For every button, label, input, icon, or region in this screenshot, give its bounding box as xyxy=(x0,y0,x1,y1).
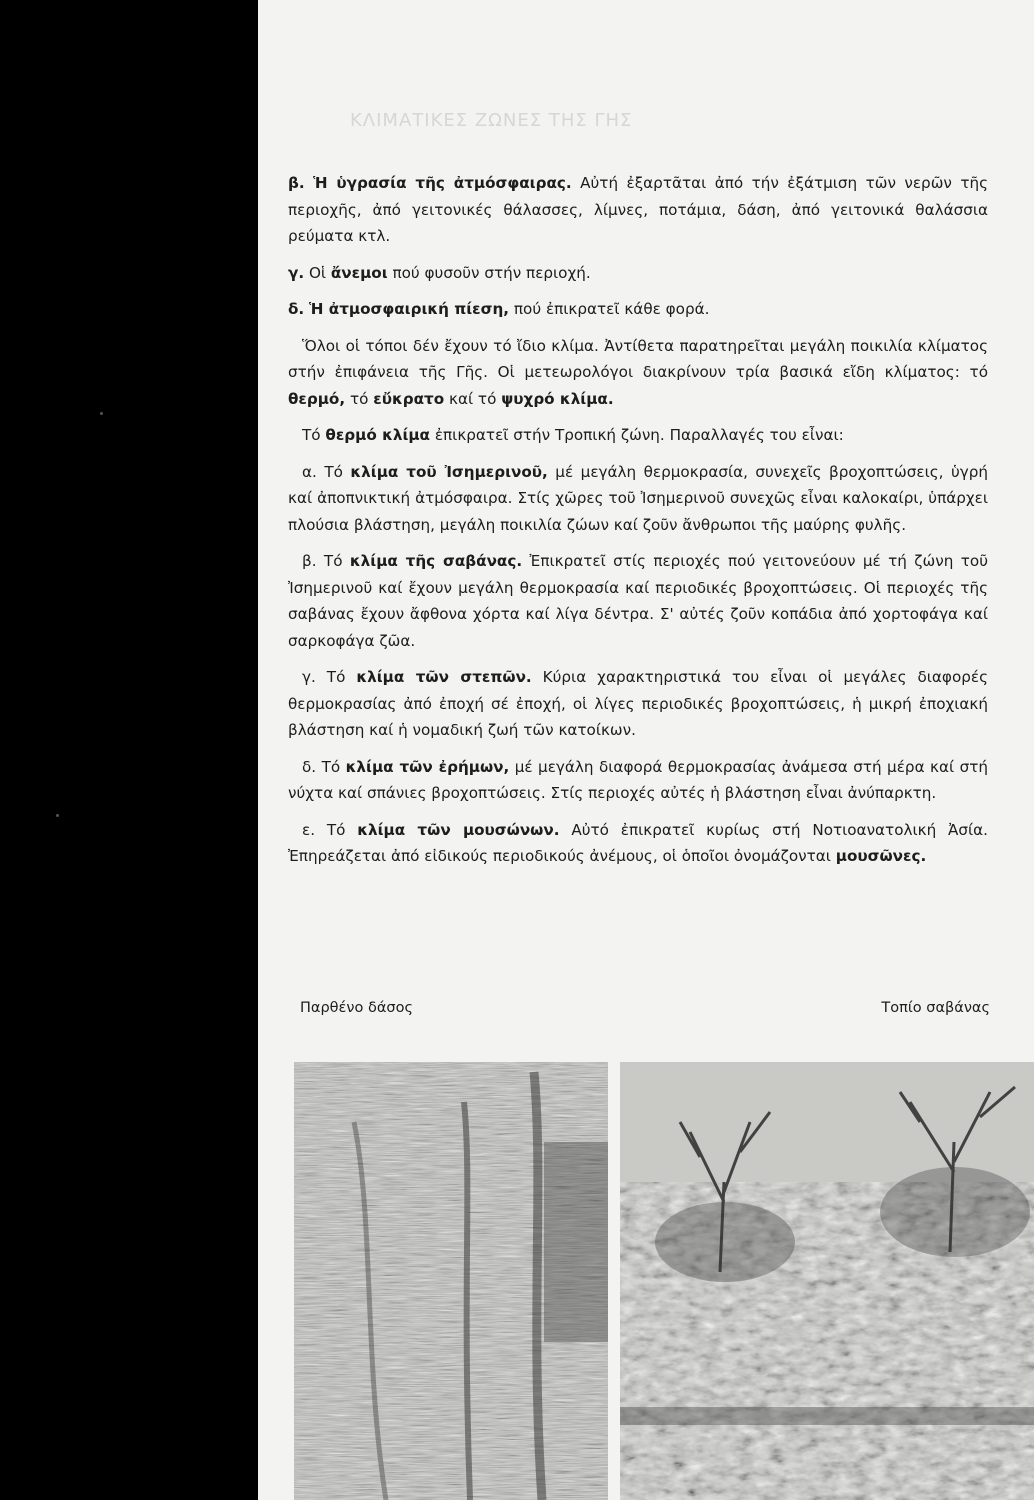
paragraph-winds xyxy=(288,260,988,287)
climate-heading: κλίμα τῶν στεπῶν. xyxy=(356,668,532,686)
paragraph-savanna xyxy=(288,548,988,654)
intro-mid2: καί τό xyxy=(444,389,502,408)
book-page xyxy=(258,0,1034,1500)
climate-text: Κύρια χαρακτηριστικά του εἶναι οἱ μεγάλες διαφορές θερμοκρασίας ἀπό ἐποχή σέ ἐποχή, οἱ λίγες περιοδικές βροχοπτώσεις, ἡ μικρή ἐποχιακή βλάστηση καί ἡ νομαδική ζωή τῶν κατοίκων. xyxy=(288,668,988,739)
paragraph-equatorial xyxy=(288,459,988,539)
caption-virgin-forest: Παρθένο δάσος xyxy=(300,1000,413,1016)
climate-text: Αὐτό ἐπικρατεῖ κυρίως στή Νοτιοανατολική Ἀσία. Ἐπηρεάζεται ἀπό εἰδικούς περιοδικούς ἀνέμους, οἱ ὁποῖοι ὀνομάζονται xyxy=(288,820,989,865)
humidity-heading: Ἡ ὑγρασία τῆς ἀτμόσφαιρας. xyxy=(313,174,572,192)
climate-prefix: δ. Τό xyxy=(302,757,346,776)
climate-prefix: ε. Τό xyxy=(302,820,358,839)
pressure-text: πού ἐπικρατεῖ κάθε φορά. xyxy=(509,300,710,318)
climate-prefix: γ. Τό xyxy=(302,668,357,686)
intro-mid1: τό xyxy=(345,389,374,408)
winds-text: πού φυσοῦν στήν περιοχή. xyxy=(387,263,591,282)
winds-heading: ἄνεμοι xyxy=(330,263,388,282)
climate-prefix: β. Τό xyxy=(302,552,350,570)
item-label: δ. xyxy=(288,300,305,318)
forest-image xyxy=(294,1062,608,1500)
hot-text: ἐπικρατεῖ στήν Τροπική ζώνη. Παραλλαγές του εἶναι: xyxy=(430,426,844,444)
paragraph-pressure xyxy=(288,296,988,323)
savanna-landscape-photo xyxy=(620,1062,1034,1500)
hot-heading: θερμό κλίμα xyxy=(325,426,430,444)
scan-speck xyxy=(56,814,59,817)
monsoons-term: μουσῶνες. xyxy=(835,847,927,865)
climate-prefix: α. Τό xyxy=(302,462,351,481)
paragraph-humidity xyxy=(288,170,988,250)
paragraph-desert xyxy=(288,754,988,807)
climate-text: μέ μεγάλη θερμοκρασία, συνεχεῖς βροχοπτώσεις, ὑγρή καί ἀποπνικτική ἀτμόσφαιρα. Στίς χῶρες τοῦ Ἰσημερινοῦ συνεχῶς εἶναι καλοκαίρι, ὑπάρχει πλούσια βλάστηση, μεγάλη ποικιλία ζώων καί ζοῦν ἄνθρωποι τῆς μαύρης φυλῆς. xyxy=(288,462,988,534)
paragraph-intro xyxy=(288,333,988,413)
scan-speck xyxy=(100,412,103,415)
climate-heading: κλίμα τῶν μουσώνων. xyxy=(357,820,560,839)
paragraph-steppe xyxy=(288,664,988,744)
climate-text: Ἐπικρατεῖ στίς περιοχές πού γειτονεύουν μέ τή ζώνη τοῦ Ἰσημερινοῦ καί ἔχουν μεγάλη θερμοκρασία καί περιοδικές βροχοπτώσεις. Οἱ περιοχές τῆς σαβάνας ἔχουν ἄφθονα χόρτα καί λίγα δέντρα. Σ' αὐτές ζοῦν κοπάδια ἀπό χορτοφάγα καί σαρκοφάγα ζῶα. xyxy=(288,552,988,650)
paragraph-monsoon xyxy=(288,817,988,870)
caption-savanna-landscape: Τοπίο σαβάνας xyxy=(881,1000,990,1016)
climate-heading: κλίμα τοῦ Ἰσημερινοῦ, xyxy=(350,462,548,481)
faint-running-header: ΚΛΙΜΑΤΙΚΕΣ ΖΩΝΕΣ ΤΗΣ ΓΗΣ xyxy=(350,110,633,131)
item-label: γ. xyxy=(288,263,305,282)
paragraph-hot-climate xyxy=(288,422,988,449)
climate-heading: κλίμα τῆς σαβάνας. xyxy=(349,552,523,570)
savanna-image xyxy=(620,1062,1034,1500)
pressure-heading: Ἡ ἀτμοσφαιρική πίεση, xyxy=(309,300,510,318)
climate-heading: κλίμα τῶν ἐρήμων, xyxy=(345,757,510,776)
body-text xyxy=(288,170,988,880)
winds-prefix: Οἱ xyxy=(304,263,331,282)
intro-cold: ψυχρό κλίμα. xyxy=(501,389,614,408)
humidity-text: Αὐτή ἐξαρτᾶται ἀπό τήν ἐξάτμιση τῶν νερῶν τῆς περιοχῆς, ἀπό γειτονικές θάλασσες, λίμνες, ποτάμια, δάση, ἀπό γειτονικά θαλάσσια ρεύματα κτλ. xyxy=(288,174,989,245)
item-label: β. xyxy=(288,174,305,192)
climate-text: μέ μεγάλη διαφορά θερμοκρασίας ἀνάμεσα στή μέρα καί στή νύχτα καί σπάνιες βροχοπτώσεις. Στίς περιοχές αὐτές ἡ βλάστηση εἶναι ἀνύπαρκτη. xyxy=(288,757,988,802)
intro-temperate: εὔκρατο xyxy=(373,389,445,408)
virgin-forest-photo xyxy=(294,1062,608,1500)
hot-prefix: Τό xyxy=(302,426,326,444)
intro-text: Ὅλοι οἱ τόποι δέν ἔχουν τό ἴδιο κλίμα. Ἀντίθετα παρατηρεῖται μεγάλη ποικιλία κλίματος στήν ἐπιφάνεια τῆς Γῆς. Οἱ μετεωρολόγοι διακρίνουν τρία βασικά εἴδη κλίματος: τό xyxy=(288,336,988,381)
intro-hot: θερμό, xyxy=(288,389,346,408)
